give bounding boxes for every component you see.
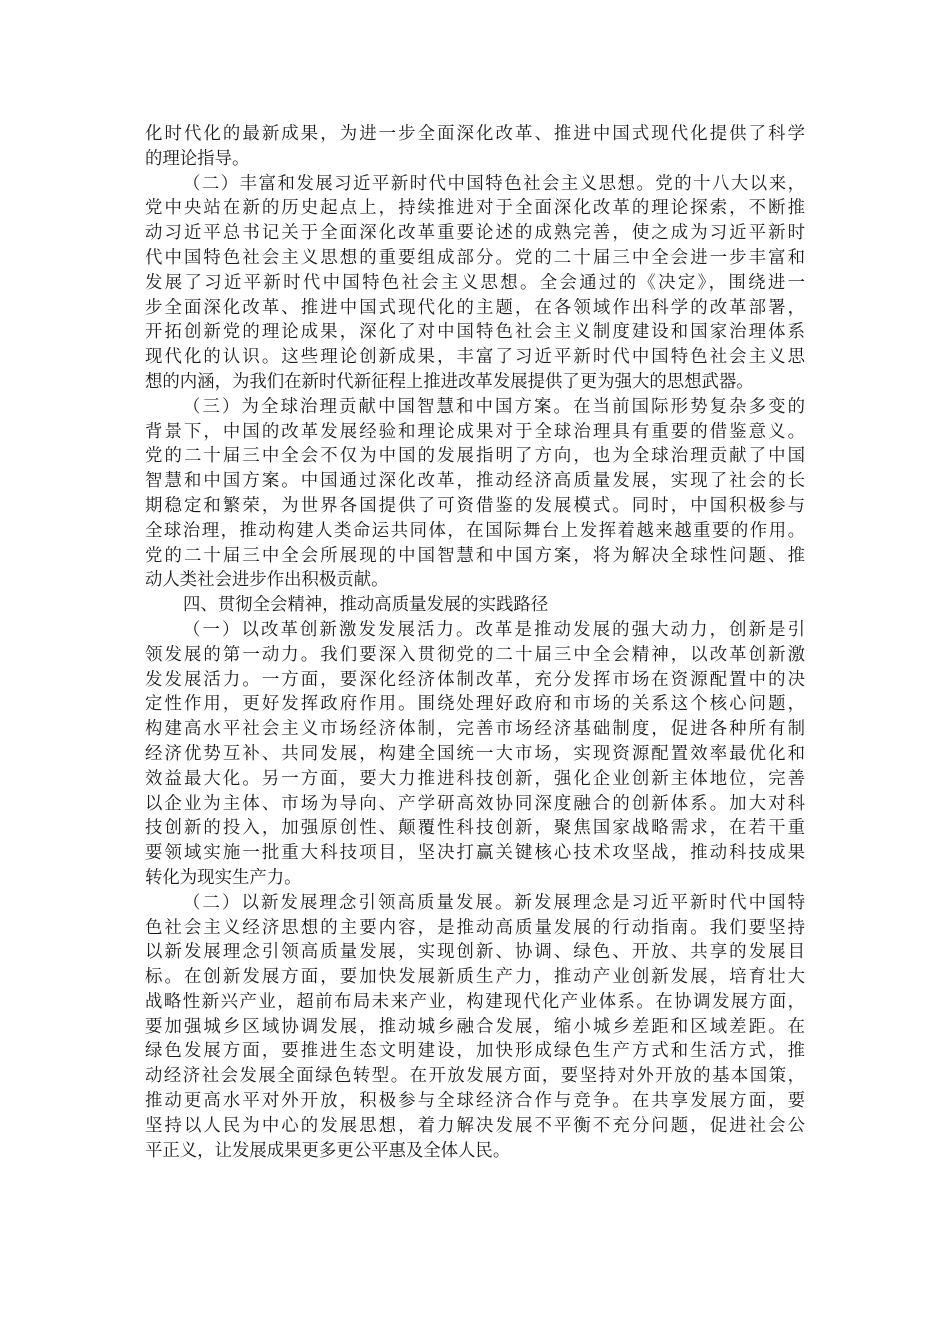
text-line: 以企业为主体、市场为导向、产学研高效协同深度融合的创新体系。加大对科	[145, 793, 805, 814]
text-line: 党中央站在新的历史起点上，持续推进对于全面深化改革的理论探索，不断推	[145, 198, 805, 219]
document-body	[145, 122, 805, 1163]
text-line: 现代化的认识。这些理论创新成果，丰富了习近平新时代中国特色社会主义思	[145, 347, 805, 368]
text-line: 效益最大化。另一方面，要大力推进科技创新，强化企业创新主体地位，完善	[145, 768, 805, 789]
text-line: 平正义，让发展成果更多更公平惠及全体人民。	[145, 1140, 511, 1161]
text-line: 代中国特色社会主义思想的重要组成部分。党的二十届三中全会进一步丰富和	[145, 247, 805, 268]
text-line: 动经济社会发展全面绿色转型。在开放发展方面，要坚持对外开放的基本国策，	[145, 1066, 805, 1087]
text-line: 标。在创新发展方面，要加快发展新质生产力，推动产业创新发展，培育壮大	[145, 967, 805, 988]
text-line: 技创新的投入，加强原创性、颠覆性科技创新，聚焦国家战略需求，在若干重	[145, 818, 805, 839]
text-line: 想的内涵，为我们在新时代新征程上推进改革发展提供了更为强大的思想武器。	[145, 371, 754, 392]
paragraph-first-line: （二）丰富和发展习近平新时代中国特色社会主义思想。党的十八大以来，	[183, 173, 805, 194]
text-line: 定性作用，更好发挥政府作用。围绕处理好政府和市场的关系这个核心问题，	[145, 694, 805, 715]
text-line: 色社会主义经济思想的主要内容，是推动高质量发展的行动指南。我们要坚持	[145, 917, 805, 938]
text-line: 领发展的第一动力。我们要深入贯彻党的二十届三中全会精神，以改革创新激	[145, 644, 805, 665]
text-line: 期稳定和繁荣，为世界各国提供了可资借鉴的发展模式。同时，中国积极参与	[145, 495, 805, 516]
text-line: 要领域实施一批重大科技项目，坚决打赢关键核心技术攻坚战，推动科技成果	[145, 843, 805, 864]
paragraph-first-line: （三）为全球治理贡献中国智慧和中国方案。在当前国际形势复杂多变的	[183, 396, 805, 417]
text-line: 要加强城乡区域协调发展，推动城乡融合发展，缩小城乡差距和区域差距。在	[145, 1016, 805, 1037]
text-line: 以新发展理念引领高质量发展，实现创新、协调、绿色、开放、共享的发展目	[145, 942, 805, 963]
paragraph-first-line: （二）以新发展理念引领高质量发展。新发展理念是习近平新时代中国特	[183, 892, 805, 913]
text-line: 发展了习近平新时代中国特色社会主义思想。全会通过的《决定》，围绕进一	[145, 272, 805, 293]
text-line: 全球治理，推动构建人类命运共同体，在国际舞台上发挥着越来越重要的作用。	[145, 520, 805, 541]
paragraph-first-line: （一）以改革创新激发发展活力。改革是推动发展的强大动力，创新是引	[183, 619, 805, 640]
text-line: 的理论指导。	[145, 148, 250, 169]
text-line: 转化为现实生产力。	[145, 867, 302, 888]
text-line: 智慧和中国方案。中国通过深化改革，推动经济高质量发展，实现了社会的长	[145, 471, 805, 492]
text-line: 推动更高水平对外开放，积极参与全球经济合作与竞争。在共享发展方面，要	[145, 1091, 805, 1112]
text-line: 党的二十届三中全会不仅为中国的发展指明了方向，也为全球治理贡献了中国	[145, 446, 805, 467]
text-line: 坚持以人民为中心的发展思想，着力解决发展不平衡不充分问题，促进社会公	[145, 1115, 805, 1136]
text-line: 发发展活力。一方面，要深化经济体制改革，充分发挥市场在资源配置中的决	[145, 669, 805, 690]
text-line: 绿色发展方面，要推进生态文明建设，加快形成绿色生产方式和生活方式，推	[145, 1041, 805, 1062]
text-line: 战略性新兴产业，超前布局未来产业，构建现代化产业体系。在协调发展方面，	[145, 991, 805, 1012]
text-line: 步全面深化改革、推进中国式现代化的主题，在各领域作出科学的改革部署，	[145, 297, 805, 318]
text-line: 党的二十届三中全会所展现的中国智慧和中国方案，将为解决全球性问题、推	[145, 545, 805, 566]
text-line: 开拓创新党的理论成果，深化了对中国特色社会主义制度建设和国家治理体系	[145, 322, 805, 343]
text-line: 背景下，中国的改革发展经验和理论成果对于全球治理具有重要的借鉴意义。	[145, 421, 805, 442]
text-line: 动人类社会进步作出积极贡献。	[145, 570, 389, 591]
text-line: 经济优势互补、共同发展，构建全国统一大市场，实现资源配置效率最优化和	[145, 743, 805, 764]
text-line: 化时代化的最新成果，为进一步全面深化改革、推进中国式现代化提供了科学	[145, 124, 805, 144]
text-line: 构建高水平社会主义市场经济体制，完善市场经济基础制度，促进各种所有制	[145, 719, 805, 740]
paragraph-first-line: 四、贯彻全会精神，推动高质量发展的实践路径	[183, 595, 549, 616]
text-line: 动习近平总书记关于全面深化改革重要论述的成熟完善，使之成为习近平新时	[145, 223, 805, 244]
